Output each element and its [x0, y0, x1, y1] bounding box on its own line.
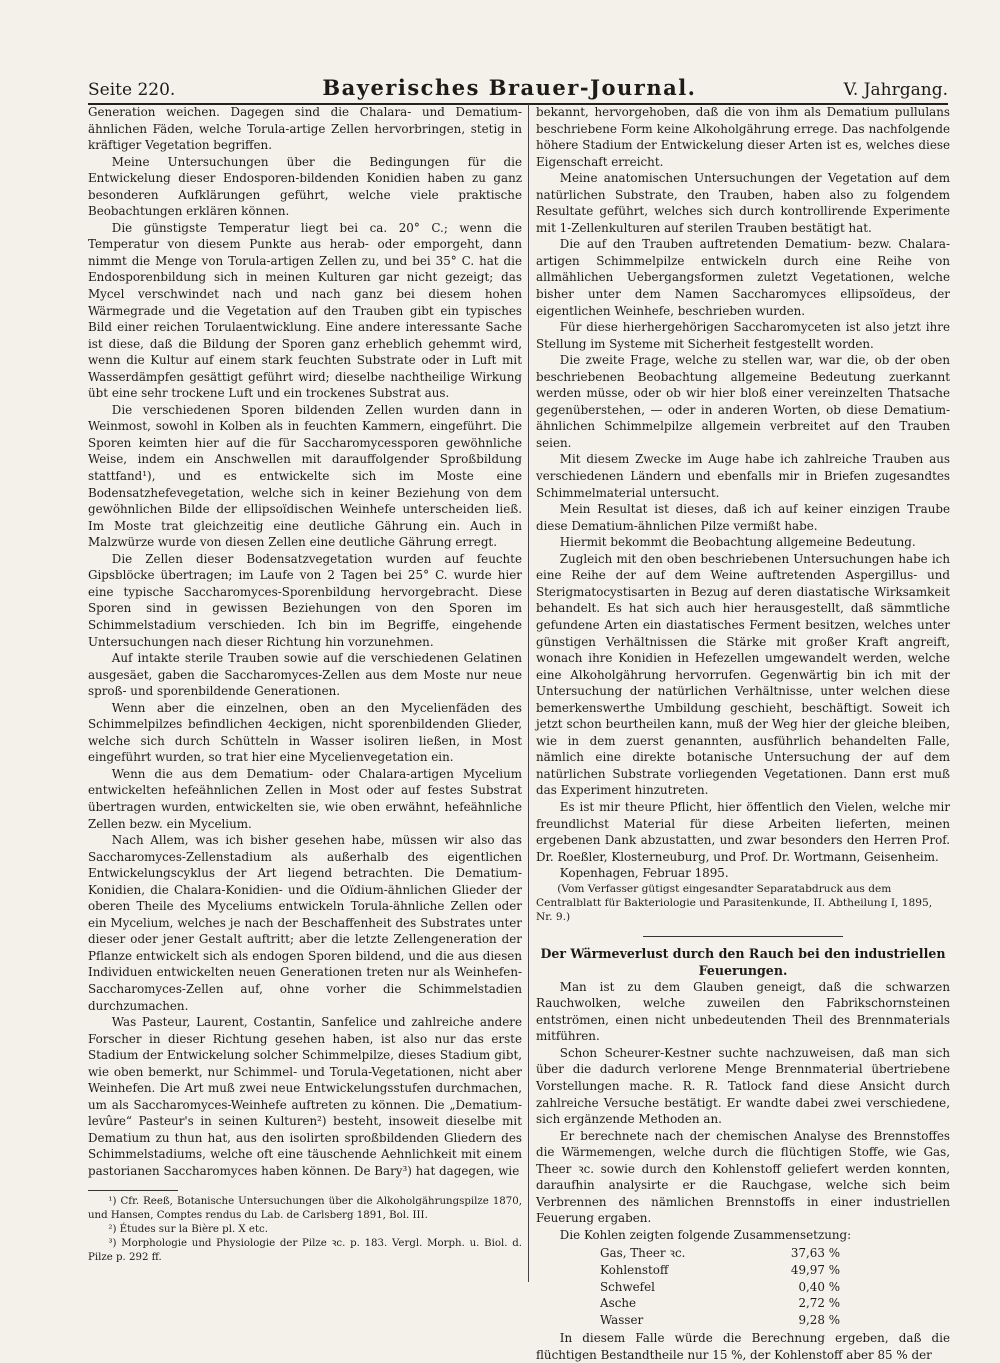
table-row: [600, 1279, 840, 1296]
footnote: ³) Morphologie und Physiologie der Pilze ꝛc. p. 183. Vergl. Morph. u. Biol. d. Pilze p. 292 ff.: [88, 1237, 522, 1263]
paragraph: Nach Allem, was ich bisher gesehen habe, müssen wir also das Saccharomyces-Zellenstadium als außerhalb des eigentlichen Entwickelungscyklus der Art liegend betrachten. Die Dematium-Konidien, die Chalara-Konidien- und die Oïdium-ähnlichen Glieder der oberen Theile des Myceliums entwickeln Torula-ähnliche Zellen oder ein Mycelium, welches je nach der Beschaffenheit des Substrates unter dieser oder jener Gestalt auftritt; aber die letzte Zellengeneration der Pflanze entwickelt sich als endogen Sporen bildend, und die aus diesen Individuen entwickelten neuen Generationen treten nur als Weinhefen-Saccharomyces-Zellen auf, ohne vorher die Schimmelstadien durchzumachen.: [88, 833, 522, 1013]
paragraph: Mit diesem Zwecke im Auge habe ich zahlreiche Trauben aus verschiedenen Ländern und ebenfalls mir in Briefen zugesandtes Schimmelmaterial untersucht.: [536, 452, 950, 500]
paragraph: Die zweite Frage, welche zu stellen war, war die, ob der oben beschriebenen Beobachtung allgemeine Bedeutung zuerkannt werden müsse, oder ob wir hier bloß einer vereinzelten Thatsache gegenüberstehen, — oder in anderen Worten, ob diese Dematium-ähnlichen Schimmelpilze allgemein verbreitet auf den Trauben seien.: [536, 353, 950, 450]
paragraph: Die Kohlen zeigten folgende Zusammensetzung:: [559, 1227, 852, 1242]
component-value: 9,28 %: [798, 1312, 840, 1327]
component-value: 0,40 %: [798, 1279, 840, 1294]
component-name: Kohlenstoff: [600, 1263, 669, 1277]
component-value: 2,72 %: [798, 1296, 840, 1311]
right-column: [536, 104, 950, 1362]
component-name: Wasser: [600, 1312, 644, 1327]
left-column: [88, 104, 522, 1290]
table-row: [600, 1295, 840, 1312]
paragraph: Wenn die aus dem Dematium- oder Chalara-artigen Mycelium entwickelten hefeähnlichen Zellen in Most oder auf festes Substrat übertragen wurden, entwickelten sie, wie oben erwähnt, hefeähnliche Zellen bezw. ein Mycelium.: [88, 766, 522, 831]
paragraph: Die verschiedenen Sporen bildenden Zellen wurden dann in Weinmost, sowohl in Kolben als in feuchten Kammern, eingeführt. Die Sporen keimten hier auf die für Saccharomycessporen gewöhnliche Weise, indem ein Anschwellen mit darauffolgender Sproßbildung stattfand¹), und es entwickelte sich im Moste eine Bodensatzhefevegetation, welche sich in keiner Beziehung von dem gewöhnlichen Bilde der ellipsoïdischen Weinhefe unterscheiden ließ. Im Moste trat gleichzeitig eine deutliche Gährung ein. Auch in Malzwürze wurde von diesen Zellen eine deutliche Gährung erregt.: [88, 402, 522, 550]
column-divider: [528, 104, 529, 1282]
paragraph: Hiermit bekommt die Beobachtung allgemeine Bedeutung.: [559, 535, 916, 550]
table-row: [600, 1245, 840, 1262]
article-divider: [643, 936, 843, 937]
component-value: 37,63 %: [790, 1246, 840, 1261]
table-row: [600, 1262, 840, 1279]
paragraph: Was Pasteur, Laurent, Costantin, Sanfelice und zahlreiche andere Forscher in dieser Richtung gesehen haben, ist also nur das erste Stadium der Entwickelung solcher Schimmelpilze, dieses Stadium gibt, wie oben bemerkt, nur Schimmel- und Torula-Vegetationen, nicht aber Weinhefen. Die Art muß zwei neue Entwickelungsstufen durchmachen, um als Saccharomyces-Weinhefe auftreten zu können. Die „Dematium-levûre“ Pasteur's in seinen Kulturen²) besteht, insoweit dieselbe mit Dematium zu thun hat, aus den isolirten sproßbildenden Gliedern des Schimmelstadiums, welche oft eine täuschende Aehnlichkeit mit einem pastorianen Saccharomyces haben können. De Bary³) hat dagegen, wie: [88, 1015, 522, 1178]
paragraph: Wenn aber die einzelnen, oben an den Mycelienfäden des Schimmelpilzes befindlichen 4eckigen, nicht sporenbildenden Glieder, welche sich durch Schütteln in Wasser isoliren ließen, in Most eingeführt wurden, so trat hier eine Mycelienvegetation ein.: [88, 700, 522, 765]
paragraph: Auf intakte sterile Trauben sowie auf die verschiedenen Gelatinen ausgesäet, gaben die Saccharomyces-Zellen aus dem Moste nur neue sproß- und sporenbildende Generationen.: [88, 651, 522, 699]
table-row: [600, 1312, 840, 1329]
paragraph: Für diese hierhergehörigen Saccharomyceten ist also jetzt ihre Stellung im Systeme mit Sicherheit festgestellt worden.: [536, 320, 950, 351]
paragraph: bekannt, hervorgehoben, daß die von ihm als Dematium pullulans beschriebene Form keine Alkoholgährung errege. Das nachfolgende höhere Stadium der Entwickelung dieser Arten ist es, welches diese Eigenschaft erreicht.: [536, 105, 950, 169]
paragraph: Er berechnete nach der chemischen Analyse des Brennstoffes die Wärmemengen, welche durch die flüchtigen Stoffe, wie Gas, Theer ꝛc. sowie durch den Kohlenstoff geliefert werden konnten, daraufhin analysirte er die Rauchgase, welche sich beim Verbrennen des nämlichen Brennstoffs in einer industriellen Feuerung ergaben.: [536, 1128, 950, 1226]
component-name: Asche: [600, 1296, 637, 1311]
footnote-divider: [88, 1190, 178, 1191]
component-name: Schwefel: [600, 1279, 655, 1294]
paragraph: Schon Scheurer-Kestner suchte nachzuweisen, daß man sich über die dadurch verlorene Menge Brennmaterial übertriebene Vorstellungen mache. R. R. Tatlock fand diese Ansicht durch zahlreiche Versuche bestätigt. Er wandte dabei zwei verschiedene, sich ergänzende Methoden an.: [536, 1045, 950, 1127]
paragraph: Die günstigste Temperatur liegt bei ca. 20° C.; wenn die Temperatur von diesem Punkte aus herab- oder emporgeht, dann nimmt die Menge von Torula-artigen Zellen zu, und bei 35° C. hat die Endosporenbildung sich in meinen Kulturen gar nicht gezeigt; das Mycel verschwindet nach und nach ganz bei diesem hohen Wärmegrade und die Vegetation auf den Trauben gibt ein typisches Bild einer reichen Torulaentwicklung. Eine andere interessante Sache ist diese, daß die Bildung der Sporen ganz erheblich gehemmt wird, wenn die Kultur auf einem stark feuchten Substrate oder in Luft mit Wasserdämpfen gesättigt geführt wird; dieselbe nachtheilige Wirkung übt eine sehr trockene Luft und ein trockenes Substrat aus.: [88, 220, 522, 401]
paragraph: Es ist mir theure Pflicht, hier öffentlich den Vielen, welche mir freundlichst Material für diese Arbeiten lieferten, meinen ergebenen Dank abzustatten, und zwar besonders den Herren Prof. Dr. Roeßler, Klosterneuburg, und Prof. Dr. Wortmann, Geisenheim.: [536, 799, 950, 864]
paragraph: Generation weichen. Dagegen sind die Chalara- und Dematium-ähnlichen Fäden, welche Torula-artige Zellen hervorbringen, stetig in kräftiger Vegetation begriffen.: [88, 105, 522, 153]
paragraph: Mein Resultat ist dieses, daß ich auf keiner einzigen Traube diese Dematium-ähnlichen Pilze vermißt habe.: [536, 502, 950, 533]
component-value: 49,97 %: [790, 1263, 840, 1277]
page-header: [88, 70, 948, 105]
source-note: (Vom Verfasser gütigst eingesandter Separatabdruck aus dem Centralblatt für Bakteriologie und Parasitenkunde, II. Abtheilung I, 1895, Nr. 9.): [536, 882, 933, 923]
place-date: Kopenhagen, Februar 1895.: [559, 866, 729, 881]
paragraph: Meine anatomischen Untersuchungen der Vegetation auf dem natürlichen Substrate, den Trauben, haben also zu folgendem Resultate geführt, welches sich durch kontrollirende Experimente mit 1-Zellenkulturen auf sterilen Trauben bestätigt hat.: [536, 171, 950, 235]
page-number: Seite 220.: [88, 80, 176, 100]
footnote: ²) Études sur la Bière pl. X etc.: [108, 1223, 268, 1235]
paragraph: Die auf den Trauben auftretenden Dematium- bezw. Chalara-artigen Schimmelpilze entwickeln durch eine Reihe von allmählichen Uebergangsformen zuletzt Vegetationen, welche bisher unter dem Namen Saccharomyces ellipsoïdeus, der eigentlichen Weinhefe, beschrieben wurden.: [536, 237, 950, 318]
footnote: ¹) Cfr. Reeß, Botanische Untersuchungen über die Alkoholgährungspilze 1870, und Hansen, Comptes rendus du Lab. de Carlsberg 1891, Bol. III.: [88, 1195, 522, 1221]
paragraph: In diesem Falle würde die Berechnung ergeben, daß die flüchtigen Bestandtheile nur 15 %, der Kohlenstoff aber 85 % der: [536, 1331, 950, 1362]
paragraph: Meine Untersuchungen über die Bedingungen für die Entwickelung dieser Endosporen-bildenden Konidien haben zu ganz besonderen Aufklärungen geführt, welche viele praktische Beobachtungen erklären können.: [88, 154, 522, 219]
paragraph: Die Zellen dieser Bodensatzvegetation wurden auf feuchte Gipsblöcke übertragen; im Laufe von 2 Tagen bei 25° C. wurde hier eine typische Saccharomyces-Sporenbildung hervorgebracht. Diese Sporen sind in gewissen Beziehungen von den Sporen im Schimmelstadium verschieden. Ich bin im Begriffe, eingehende Untersuchungen nach dieser Richtung hin vorzunehmen.: [88, 551, 522, 649]
volume-label: V. Jahrgang.: [843, 80, 948, 100]
paragraph: Zugleich mit den oben beschriebenen Untersuchungen habe ich eine Reihe der auf dem Weine auftretenden Aspergillus- und Sterigmatocystisarten in Bezug auf deren diastatische Wirksamkeit behandelt. Es hat sich auch hier herausgestellt, daß sämmtliche gefundene Arten ein diastatisches Ferment besitzen, welches unter günstigen Verhältnissen die Stärke mit großer Kraft angreift, wonach ihre Konidien in Hefezellen umgewandelt werden, welche eine Alkoholgährung hervorrufen. Gegenwärtig bin ich mit der Untersuchung der natürlichen Verhältnisse, unter welchen diese bemerkenswerthe Umbildung geschieht, beschäftigt. Soweit ich jetzt schon beurtheilen kann, muß der Weg hier der gleiche bleiben, wie in dem zuerst genannten, ausführlich behandelten Falle, nämlich eine direkte botanische Untersuchung der auf dem natürlichen Substrate vorliegenden Vegetationen. Dann erst muß das Experiment hinzutreten.: [536, 551, 950, 798]
component-name: Gas, Theer ꝛc.: [600, 1246, 686, 1261]
journal-title: Bayerisches Brauer-Journal.: [322, 75, 697, 100]
paragraph: Man ist zu dem Glauben geneigt, daß die schwarzen Rauchwolken, welche zuweilen den Fabrikschornsteinen entströmen, einen nicht unbedeutenden Theil des Brennmaterials mitführen.: [536, 979, 950, 1044]
article-title: Der Wärmeverlust durch den Rauch bei den industriellen Feuerungen.: [540, 945, 946, 978]
